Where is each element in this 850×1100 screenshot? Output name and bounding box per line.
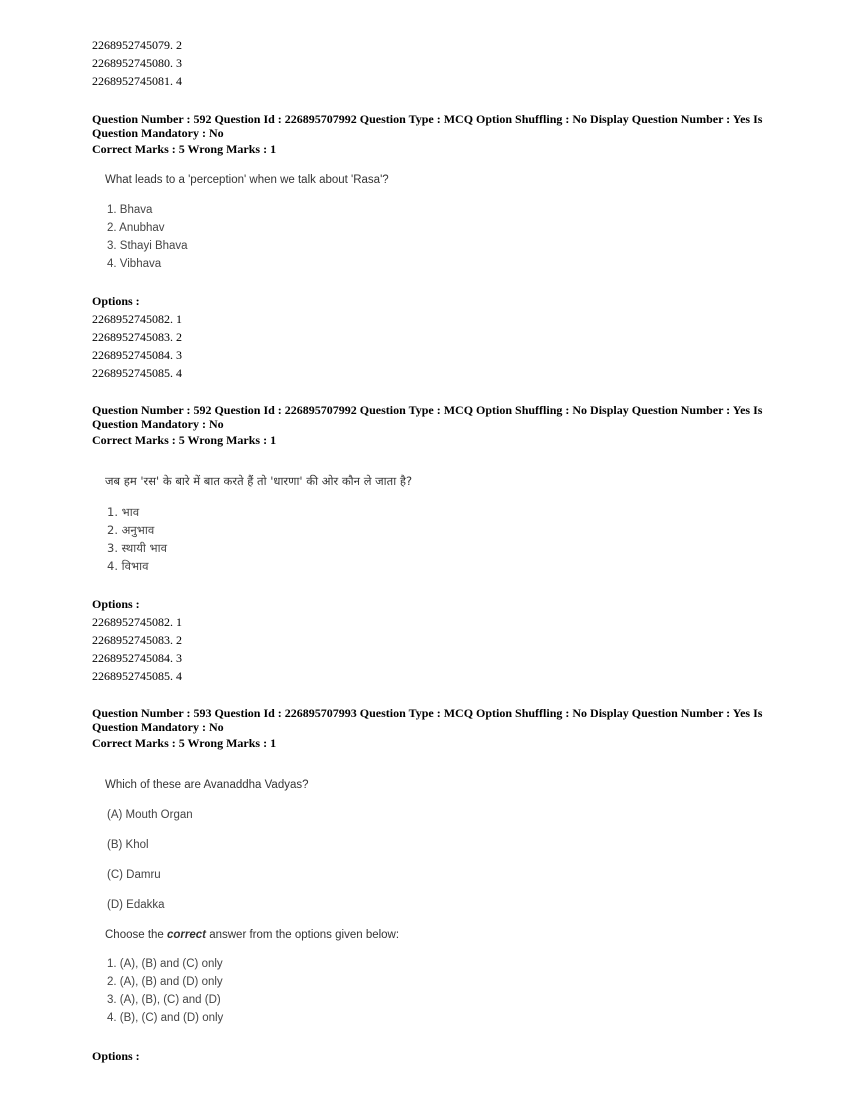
statement-item: (D) Edakka xyxy=(107,899,165,911)
question-meta-line2: Question Mandatory : No xyxy=(92,720,224,734)
question-meta-line1: Question Number : 593 Question Id : 226895707993 Question Type : MCQ Option Shuffling : No Display Question Number : Yes Is xyxy=(92,706,763,720)
question-meta-line2: Question Mandatory : No xyxy=(92,126,224,140)
option-line: 2268952745083. 2 xyxy=(92,330,182,344)
options-heading: Options : xyxy=(92,597,140,611)
question-meta xyxy=(92,403,772,431)
choice-item: 4. (B), (C) and (D) only xyxy=(107,1012,224,1024)
question-text-hindi: जब हम 'रस' के बारे में बात करते हैं तो 'धारणा' की ओर कौन ले जाता है? xyxy=(105,474,413,488)
question-text: What leads to a 'perception' when we talk about 'Rasa'? xyxy=(105,174,389,186)
question-meta-line1: Question Number : 592 Question Id : 226895707992 Question Type : MCQ Option Shuffling : No Display Question Number : Yes Is xyxy=(92,112,763,126)
option-line: 2268952745084. 3 xyxy=(92,348,182,362)
option-line: 2268952745082. 1 xyxy=(92,615,182,629)
option-line: 2268952745082. 1 xyxy=(92,312,182,326)
choice-item: 4. विभाव xyxy=(107,559,149,573)
question-meta-line1: Question Number : 592 Question Id : 226895707992 Question Type : MCQ Option Shuffling : No Display Question Number : Yes Is xyxy=(92,403,763,417)
option-line: 2268952745084. 3 xyxy=(92,651,182,665)
instruction-emphasis: correct xyxy=(167,929,207,941)
question-meta-line2: Question Mandatory : No xyxy=(92,417,224,431)
choice-item: 1. भाव xyxy=(107,505,140,519)
option-line: 2268952745085. 4 xyxy=(92,669,182,683)
question-meta xyxy=(92,706,772,734)
choice-item: 2. Anubhav xyxy=(107,222,165,234)
option-line: 2268952745083. 2 xyxy=(92,633,182,647)
options-heading: Options : xyxy=(92,1049,140,1063)
choice-item: 4. Vibhava xyxy=(107,258,162,270)
statement-item: (B) Khol xyxy=(107,839,149,851)
options-heading: Options : xyxy=(92,294,140,308)
choice-item: 2. (A), (B) and (D) only xyxy=(107,976,223,988)
choice-item: 3. (A), (B), (C) and (D) xyxy=(107,994,221,1006)
statement-item: (A) Mouth Organ xyxy=(107,809,193,821)
option-line: 2268952745080. 3 xyxy=(92,56,182,70)
question-meta xyxy=(92,112,772,140)
marks-line: Correct Marks : 5 Wrong Marks : 1 xyxy=(92,142,277,156)
choice-item: 1. (A), (B) and (C) only xyxy=(107,958,223,970)
instruction-text xyxy=(105,929,399,941)
instruction-pre: Choose the xyxy=(105,929,168,941)
choice-item: 3. स्थायी भाव xyxy=(107,541,167,555)
question-text: Which of these are Avanaddha Vadyas? xyxy=(105,779,309,791)
marks-line: Correct Marks : 5 Wrong Marks : 1 xyxy=(92,433,277,447)
choice-item: 3. Sthayi Bhava xyxy=(107,240,188,252)
instruction-post: answer from the options given below: xyxy=(206,929,400,941)
choice-item: 2. अनुभाव xyxy=(107,523,155,537)
marks-line: Correct Marks : 5 Wrong Marks : 1 xyxy=(92,736,277,750)
option-line: 2268952745081. 4 xyxy=(92,74,182,88)
statement-item: (C) Damru xyxy=(107,869,161,881)
option-line: 2268952745079. 2 xyxy=(92,38,182,52)
option-line: 2268952745085. 4 xyxy=(92,366,182,380)
choice-item: 1. Bhava xyxy=(107,204,153,216)
